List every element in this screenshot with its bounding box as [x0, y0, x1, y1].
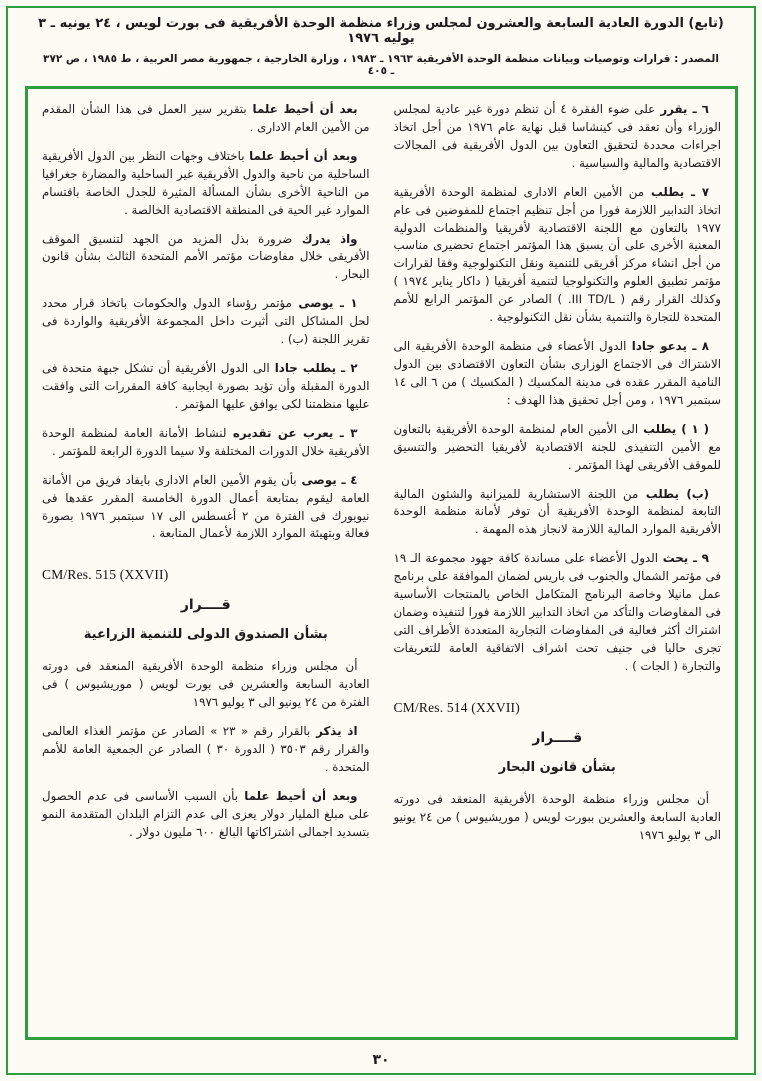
clause-7 [394, 184, 722, 327]
clause-4 [42, 472, 370, 544]
preamble-report [42, 101, 370, 137]
clause-2 [42, 360, 370, 414]
preamble-recalling-lead: اذ يذكر [310, 724, 358, 739]
preamble-differences-text: باختلاف وجهات النظر بين الدول الأفريقية الساحلية من ناحية والدول الأفريقية غير الساحلية والمضارة جغرافيا من الناحية الأخرى بشأن المسألة المثيرة للجدل الخاصة باقتسام الموارد غير الحية فى المنطقة الاقتصادية الخالصة . [42, 148, 370, 217]
page-header [0, 0, 762, 77]
clause-2-lead: ٢ ـ يطلب جادا [269, 361, 358, 376]
resolution-515-preamble-text: أن مجلس وزراء منظمة الوحدة الأفريقية المنعقد فى دورته العادية السابعة والعشرين فى بورت لويس ( موريشيوس ) فى الفترة من ٢٤ يونيو الى ٣ يوليو ١٩٧٦ [42, 659, 370, 710]
resolution-number-515: CM/Res. 515 (XXVII) [42, 567, 169, 583]
clause-9-text: الدول الأعضاء على مساندة كافة جهود مجموعة الـ ١٩ فى مؤتمر الشمال والجنوب فى باريس لضمان الموافقة على برنامج عمل مانيلا وخاصة البرنامج المتكامل الخاص بالمنتجات الأساسية فى المفاوضات والتأكد من اتخاذ التدابير اللازمة فورا لتنفيذه وضمان اشتراك أكثر فعالية فى المفاوضات التجارية المتعددة الأطراف التى تجرى حاليا فى جنيف تحت اشراف الاتفاقية العامة للتعريفات والتجارة ( الجات ) . [393, 551, 721, 673]
clause-8a-text: الى الأمين العام لمنظمة الوحدة الأفريقية بالتعاون مع الأمين التنفيذى للجنة الاقتصادية لأفريقيا التحضير والتنسيق للموقف الأفريقى لهذا المؤتمر . [393, 421, 721, 472]
resolution-515-preamble [42, 658, 370, 712]
clause-6 [394, 101, 722, 173]
clause-3-lead: ٣ ـ يعرب عن تقديره [226, 425, 358, 440]
resolution-514-preamble-text: أن مجلس وزراء منظمة الوحدة الأفريقية المنعقد فى دورته العادية السابعة والعشرين ببورت لويس ( موريشيوس ) من ٢٤ يونيو الى ٣ يوليو ١٩٧٦ [393, 791, 721, 842]
resolution-514-preamble [394, 791, 722, 845]
resolution-number-514: CM/Res. 514 (XXVII) [393, 699, 520, 715]
clause-1 [42, 295, 370, 349]
resolution-title-514: قــــرار [532, 729, 583, 746]
clause-8 [394, 338, 722, 410]
clause-1-text: مؤتمر رؤساء الدول والحكومات باتخاذ قرار محدد لحل المشاكل التى أثيرت داخل المجموعة الأفريقية والواردة فى تقرير اللجنة (ب) . [42, 296, 370, 347]
column-left [42, 101, 370, 1029]
preamble-recalling-text: بالقرار رقم « ٢٣ » الصادر عن مؤتمر الغذاء العالمى والقرار رقم ٣٥٠٣ ( الدورة ٣٠ ) الصادر عن الجمعية العامة للأمم المتحدة . [42, 724, 370, 774]
clause-3-text: لنشاط الأمانة العامة لمنظمة الوحدة الأفريقية خلال الدورات المختلفة ولا سيما الدورة الرابعة للمؤتمر . [42, 425, 370, 458]
clause-7-lead: ٧ ـ يطلب [644, 184, 710, 199]
resolution-subject-515: بشأن الصندوق الدولى للتنمية الزراعية [83, 627, 328, 643]
preamble-noting-billion-text: بأن السبب الأساسى فى عدم الحصول على مبلغ المليار دولار يعزى الى عدم التزام البلدان المتقدمة النمو بتسديد اجمالى اشتراكاتها البالغ ٦٠٠ مليون دولار . [42, 788, 370, 839]
column-right [394, 101, 722, 1029]
preamble-noting-billion-lead: وبعد أن أحيط علما [238, 788, 358, 803]
clause-6-text: على ضوء الفقرة ٤ أن تنظم دورة غير عادية لمجلس الوزراء وأن تعقد فى كينشاسا قبل نهاية عام ١٩٧٦ من أجل اتخاذ اجراءات محددة لتحقيق التعاون بين الدول الأفريقية فى المجالات الاقتصادية والمالية والسياسية . [393, 102, 721, 170]
clause-8b [394, 486, 722, 540]
preamble-differences-lead: وبعد أن أحيط علما [244, 148, 358, 163]
clause-9-lead: ٩ ـ يحث [657, 551, 709, 566]
clause-8-text: الدول الأعضاء فى منظمة الوحدة الأفريقية الى الاشتراك فى الاجتماع الوزارى بشأن التعاون الاقتصادى بين الدول النامية المقرر عقده فى مدينة المكسيك ( المكسيك ) من ٦ الى ١٤ سبتمبر ١٩٧٦ ، ومن أجل تحقيق هذا الهدف : [393, 339, 721, 407]
preamble-noting-billion [42, 788, 370, 842]
clause-8a-lead: ( ١ ) يطلب [638, 421, 710, 436]
preamble-awareness [42, 231, 370, 285]
clause-7-text: من الأمين العام الادارى لمنظمة الوحدة الأفريقية اتخاذ التدابير اللازمة فورا من أجل تنظيم اجتماع للمفوضين فى عام ١٩٧٧ بالتعاون مع اللجنة الاقتصادية لأفريقيا والمنظمات الدولية المعنية الأخرى على أن يسبق هذا المؤتمر اجتماع تحضيرى مناسب من أجل انشاء مركز أفريقى للتنمية ونقل التكنولوجية وفقا لقرارات مؤتمر تطبيق العلوم والتكنولوجيا لتنمية أفريقيا ( داكار يناير ١٩٧٤ ) وكذلك القرار رقم ( III TD/L. ) الصادر عن المؤتمر الرابع للأمم المتحدة للتجارة والتنمية بشأن نقل التكنولوجية . [393, 184, 722, 325]
clause-4-lead: ٤ ـ يوصى [296, 472, 358, 487]
clause-2-text: الى الدول الأفريقية أن تشكل جبهة متحدة فى الدورة المقبلة وأن تؤيد بصورة ايجابية كافة المقررات التى وافقت عليها منظمتنا لكى يوافق عليها المؤتمر . [42, 361, 370, 411]
page-number: ٣٠ [372, 1052, 390, 1068]
header-session-line: (تابع) الدورة العادية السابعة والعشرون لمجلس وزراء منظمة الوحدة الأفريقية فى بورت لويس ، ٢٤ يونيه ـ ٣ يوليه ١٩٧٦ [38, 16, 724, 46]
preamble-report-text: بتقرير سير العمل فى هذا الشأن المقدم من الأمين العام الادارى . [42, 102, 370, 134]
content-box [25, 86, 738, 1040]
resolution-subject-514: بشأن قانون البحار [498, 759, 616, 775]
clause-8b-text: من اللجنة الاستشارية للميزانية والشئون المالية التابعة لمنظمة الوحدة الأفريقية أن توفر لأمانة منظمة الوحدة الأفريقية الموارد المالية اللازمة لانجاز هذه المهمة . [393, 486, 721, 537]
preamble-awareness-text: ضرورة بذل المزيد من الجهد لتنسيق الموقف الأفريقى خلال مفاوضات مؤتمر الأمم المتحدة الثالث بشأن قانون البحار . [42, 231, 370, 282]
clause-8b-lead: (ب) يطلب [638, 486, 709, 501]
resolution-title-515: قــــرار [180, 597, 231, 614]
preamble-report-lead: بعد أن أحيط علما [246, 102, 358, 116]
header-source-line: المصدر : قرارات وتوصيات وبيانات منظمة الوحدة الأفريقية ١٩٦٣ ـ ١٩٨٣ ، وزارة الخارجية ، جمهورية مصر العربية ، ط ١٩٨٥ ، ص ٣٧٢ ـ ٤٠٥ [43, 53, 719, 77]
preamble-awareness-lead: واذ يدرك [292, 231, 358, 246]
preamble-differences [42, 148, 370, 220]
preamble-recalling [42, 723, 370, 777]
clause-1-lead: ١ ـ يوصى [291, 296, 358, 311]
clause-9 [394, 550, 722, 675]
clause-8-lead: ٨ ـ يدعو جادا [626, 339, 709, 354]
clause-4-text: بأن يقوم الأمين العام الادارى بايفاد فريق من الأمانة العامة ليقوم بمتابعة أعمال الدورة الخامسة المقرر عقدها فى نيويورك فى الفترة من ٢ أغسطس الى ١٧ سبتمبر ١٩٧٦ بصورة فعالة وبتهيئة الموارد اللازمة لأعمال المتابعة . [42, 472, 370, 541]
clause-6-lead: ٦ ـ يقرر [655, 102, 709, 116]
clause-8a [394, 421, 722, 475]
clause-3 [42, 425, 370, 461]
